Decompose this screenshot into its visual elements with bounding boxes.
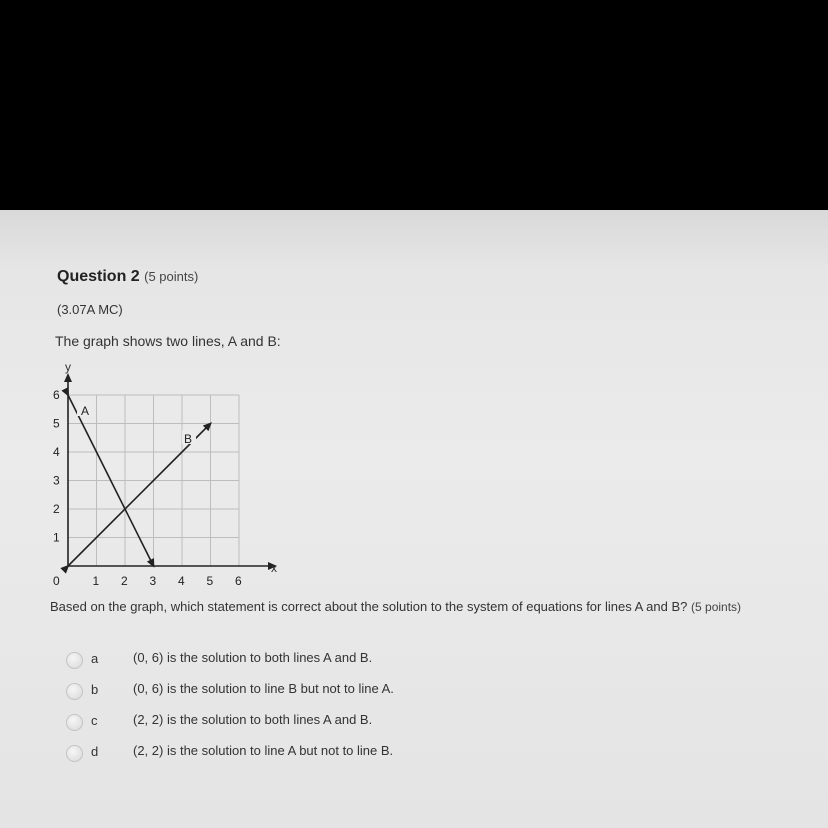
option-letter: b [91,682,99,697]
question-intro: The graph shows two lines, A and B: [55,333,281,349]
option-letter: d [91,744,99,759]
line-a-label: A [81,404,90,418]
question-title [57,268,198,286]
option-text: (0, 6) is the solution to line B but not to line A. [133,681,394,696]
y-axis-label: y [65,360,71,374]
line-b-label: B [184,432,193,446]
option-text: (0, 6) is the solution to both lines A and B. [133,650,373,665]
question-number: Question 2 [57,268,140,285]
radio-button[interactable] [66,683,83,700]
option-letter: a [91,651,99,666]
option-text: (2, 2) is the solution to both lines A and B. [133,712,373,727]
question-code: (3.07A MC) [57,302,123,317]
option-text: (2, 2) is the solution to line A but not to line B. [133,743,394,758]
origin-label: 0 [53,574,60,588]
y-tick-label: 4 [53,445,60,459]
dark-background [0,0,828,210]
x-tick-label: 3 [149,574,157,588]
x-tick-label: 1 [92,574,100,588]
question-prompt [50,599,741,614]
y-tick-label: 2 [53,502,60,516]
x-axis-label: x [271,561,277,575]
y-tick-labels [53,388,60,545]
question-prompt-text: Based on the graph, which statement is correct about the solution to the system of equations for lines A and B? [50,599,688,614]
radio-button[interactable] [66,714,83,731]
x-tick-label: 4 [178,574,185,588]
y-tick-label: 5 [53,416,60,431]
x-tick-label: 2 [121,574,128,588]
radio-button[interactable] [66,745,83,762]
radio-button[interactable] [66,652,83,669]
question-points: (5 points) [144,269,199,284]
coordinate-graph [35,355,295,590]
y-tick-label: 3 [53,473,60,488]
x-tick-label: 5 [206,574,214,588]
y-tick-label: 6 [53,388,60,402]
question-prompt-points: (5 points) [691,600,742,614]
x-tick-labels [93,574,243,588]
option-letter: c [91,713,98,728]
y-tick-label: 1 [53,530,60,545]
x-tick-label: 6 [235,574,242,588]
